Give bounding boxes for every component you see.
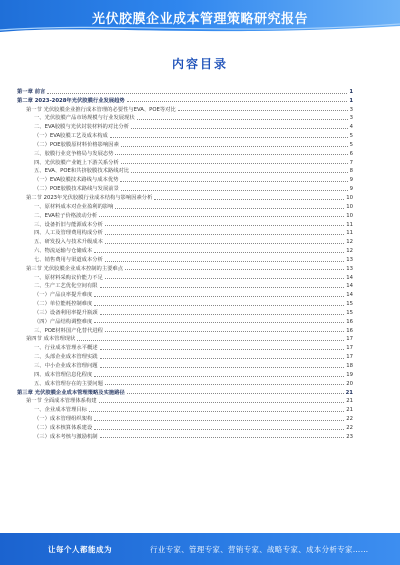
toc-entry[interactable] <box>17 422 353 431</box>
toc-dot-leader <box>110 137 348 138</box>
toc-dot-leader <box>99 216 344 217</box>
toc-dot-leader <box>94 420 344 421</box>
toc-entry-label: （一）EVA胶膜工艺及成本构成 <box>34 133 108 140</box>
toc-entry-label: 第四节 成本管理现状 <box>26 336 76 343</box>
toc-entry-page-number: 9 <box>349 186 353 193</box>
toc-entry[interactable] <box>17 157 353 166</box>
top-banner <box>0 0 400 32</box>
toc-entry-label: 四、人工及管理费用构成分析 <box>34 230 103 237</box>
toc-heading: 内容目录 <box>171 57 228 71</box>
toc-entry-label: 一、原材料成本对企业盈利的影响 <box>34 203 114 210</box>
toc-entry[interactable] <box>17 378 353 387</box>
toc-entry-page-number: 3 <box>349 115 353 122</box>
toc-entry-label: 第二章 2023-2028年光伏胶膜行业发展趋势 <box>17 97 125 104</box>
toc-entry[interactable] <box>17 413 353 422</box>
toc-dot-leader <box>131 172 348 173</box>
toc-entry-label: 二、EVA粒子价格波动分析 <box>34 212 98 219</box>
toc-entry[interactable] <box>17 183 353 192</box>
toc-dot-leader <box>94 429 344 430</box>
toc-entry[interactable] <box>17 334 353 343</box>
toc-entry[interactable] <box>17 228 353 237</box>
toc-entry-page-number: 22 <box>346 424 353 431</box>
toc-entry-page-number: 10 <box>346 194 353 201</box>
toc-entry-page-number: 20 <box>346 380 353 387</box>
toc-entry-page-number: 12 <box>346 239 353 246</box>
toc-entry-page-number: 19 <box>346 371 353 378</box>
toc-entry[interactable] <box>17 289 353 298</box>
toc-entry-label: （三）成本考核与激励机制 <box>34 433 98 440</box>
toc-dot-leader <box>100 437 345 438</box>
toc-entry-label: （一）EVA胶膜技术路线与成本优势 <box>34 177 119 184</box>
toc-dot-leader <box>94 322 344 323</box>
toc-entry[interactable] <box>17 369 353 378</box>
toc-dot-leader <box>105 278 344 279</box>
toc-entry-label: 三、胶膜行业竞争格局与发展态势 <box>34 150 114 157</box>
toc-entry-page-number: 6 <box>349 150 353 157</box>
toc-entry[interactable] <box>17 236 353 245</box>
toc-entry[interactable] <box>17 396 353 405</box>
toc-entry[interactable] <box>17 342 353 351</box>
toc-entry[interactable] <box>17 148 353 157</box>
footer-expert-list: 行业专家、管理专家、营销专家、战略专家、成本分析专家…… <box>150 545 369 554</box>
toc-entry-label: 第一节 全面成本管理体系构建 <box>26 398 97 405</box>
toc-entry[interactable] <box>17 263 353 272</box>
toc-entry-label: 二、EVA胶膜与光伏封装材料的对比分析 <box>34 124 130 131</box>
toc-entry-label: 七、销售费用与渠道成本分析 <box>34 256 103 263</box>
toc-dot-leader <box>115 154 347 155</box>
toc-entry[interactable] <box>17 104 353 113</box>
toc-dot-leader <box>94 376 344 377</box>
toc-dot-leader <box>125 269 344 270</box>
toc-entry[interactable] <box>17 219 353 228</box>
toc-entry-label: 四、光伏胶膜产业链上下游关系分析 <box>34 159 119 166</box>
toc-dot-leader <box>89 411 344 412</box>
toc-dot-leader <box>100 367 345 368</box>
toc-dot-leader <box>94 305 344 306</box>
toc-entry-label: 六、物流运输与仓储成本 <box>34 248 93 255</box>
toc-entry-page-number: 14 <box>346 283 353 290</box>
toc-entry-page-number: 1 <box>349 97 353 104</box>
toc-dot-leader <box>154 199 344 200</box>
toc-entry-label: （二）单位能耗控制难度 <box>34 301 93 308</box>
toc-entry-page-number: 14 <box>346 274 353 281</box>
document-title: 光伏胶膜企业成本管理策略研究报告 <box>91 12 308 27</box>
toc-dot-leader <box>94 296 344 297</box>
toc-entry-label: 一、光伏胶膜产品市场规模与行业发展现状 <box>34 115 135 122</box>
toc-dot-leader <box>105 384 344 385</box>
toc-entry-label: 三、中小企业成本管理问题 <box>34 363 98 369</box>
toc-dot-leader <box>99 402 345 403</box>
toc-entry-label: （三）设备利用率提升瓶颈 <box>34 309 98 316</box>
toc-entry-label: 二、头部企业成本管理实践 <box>34 354 98 361</box>
toc-entry[interactable] <box>17 272 353 281</box>
toc-entry[interactable] <box>17 307 353 316</box>
toc-dot-leader <box>105 261 344 262</box>
footer-bar <box>0 533 400 565</box>
toc-entry-page-number: 21 <box>345 389 353 396</box>
toc-entry[interactable] <box>17 360 353 369</box>
toc-entry-page-number: 17 <box>346 354 353 361</box>
toc-dot-leader <box>105 225 344 226</box>
toc-dot-leader <box>100 349 345 350</box>
toc-dot-leader <box>100 358 345 359</box>
toc-entry-label: 三、POE材料国产化替代进程 <box>34 327 103 334</box>
toc-entry[interactable] <box>17 95 353 104</box>
footer-slogan: 让每个人都能成为 <box>48 545 112 554</box>
toc-entry-page-number: 23 <box>346 433 353 440</box>
toc-entry[interactable] <box>17 431 353 440</box>
toc-entry[interactable] <box>17 130 353 139</box>
toc-entry[interactable] <box>17 86 353 95</box>
toc-dot-leader <box>47 93 347 94</box>
toc-entry-label: （一）产品良率提升难度 <box>34 292 93 299</box>
toc-entry-page-number: 17 <box>346 345 353 352</box>
toc-dot-leader <box>121 163 348 164</box>
toc-entry-page-number: 21 <box>346 407 353 414</box>
toc-entry-page-number: 4 <box>349 124 353 131</box>
toc-entry-label: 三、设备折旧与能源成本分析 <box>34 221 103 228</box>
table-of-contents <box>17 86 353 440</box>
toc-entry-page-number: 16 <box>346 318 353 325</box>
toc-entry-label: 五、成本管理存在的主要问题 <box>34 380 103 387</box>
toc-dot-leader <box>105 234 344 235</box>
toc-dot-leader <box>77 340 344 341</box>
toc-dot-leader <box>94 252 344 253</box>
toc-dot-leader <box>105 331 344 332</box>
toc-entry-page-number: 22 <box>346 416 353 423</box>
toc-entry[interactable] <box>17 245 353 254</box>
toc-entry[interactable] <box>17 298 353 307</box>
toc-entry-label: 五、EVA、POE和共挤胶膜技术路线对比 <box>34 168 130 175</box>
toc-entry-page-number: 17 <box>346 336 353 343</box>
toc-dot-leader <box>105 243 344 244</box>
toc-entry-page-number: 10 <box>346 212 353 219</box>
toc-entry[interactable] <box>17 404 353 413</box>
toc-entry-page-number: 13 <box>346 256 353 263</box>
toc-entry-page-number: 10 <box>346 203 353 210</box>
toc-entry[interactable] <box>17 192 353 201</box>
toc-entry[interactable] <box>17 113 353 122</box>
toc-entry-label: （二）POE胶膜原材料价格影响因素 <box>34 141 119 148</box>
toc-entry-page-number: 13 <box>346 265 353 272</box>
toc-entry-page-number: 16 <box>346 327 353 334</box>
toc-entry-page-number: 5 <box>349 133 353 140</box>
toc-entry-page-number: 7 <box>349 159 353 166</box>
toc-entry-label: 第一章 前言 <box>17 88 46 95</box>
toc-entry-page-number: 8 <box>349 168 353 175</box>
toc-entry-page-number: 21 <box>346 398 353 405</box>
toc-entry-page-number: 15 <box>346 309 353 316</box>
toc-entry-page-number: 18 <box>346 363 353 369</box>
toc-entry-label: 第三章 光伏胶膜企业成本管理策略及实施路径 <box>17 389 125 396</box>
toc-dot-leader <box>137 119 348 120</box>
toc-dot-leader <box>100 314 345 315</box>
toc-entry[interactable] <box>17 325 353 334</box>
toc-entry-page-number: 3 <box>349 106 353 113</box>
toc-entry-label: （一）成本管理组织架构 <box>34 416 93 423</box>
toc-entry-label: 第三节 光伏胶膜企业成本控制的主要难点 <box>26 265 124 272</box>
toc-entry-label: 第一节 光伏胶膜企业推行成本管理的必要性与EVA、POE等对比 <box>26 106 176 113</box>
toc-dot-leader <box>100 287 345 288</box>
toc-entry-label: （四）产品结构调整难度 <box>34 318 93 325</box>
toc-entry[interactable] <box>17 281 353 290</box>
toc-entry[interactable] <box>17 351 353 360</box>
toc-entry-page-number: 14 <box>346 292 353 299</box>
toc-dot-leader <box>127 101 348 102</box>
toc-entry-page-number: 15 <box>346 301 353 308</box>
toc-entry-label: 四、成本管理信息化程度 <box>34 371 93 378</box>
toc-entry-label: 一、行业成本管理水平概述 <box>34 345 98 352</box>
toc-entry[interactable] <box>17 166 353 175</box>
toc-dot-leader <box>178 110 348 111</box>
toc-entry-label: 一、原材料采购议价能力不足 <box>34 274 103 281</box>
toc-entry-page-number: 11 <box>346 230 353 237</box>
toc-entry[interactable] <box>17 139 353 148</box>
toc-dot-leader <box>120 181 347 182</box>
toc-entry[interactable] <box>17 387 353 396</box>
toc-entry[interactable] <box>17 174 353 183</box>
toc-dot-leader <box>131 128 348 129</box>
toc-entry-page-number: 1 <box>349 88 353 95</box>
toc-entry[interactable] <box>17 254 353 263</box>
toc-entry-page-number: 9 <box>349 177 353 184</box>
toc-entry[interactable] <box>17 210 353 219</box>
toc-entry-page-number: 12 <box>346 248 353 255</box>
toc-dot-leader <box>121 190 348 191</box>
toc-entry[interactable] <box>17 316 353 325</box>
toc-dot-leader <box>115 208 344 209</box>
toc-entry-label: 一、企业成本管理目标 <box>34 407 87 414</box>
toc-entry-label: 五、研发投入与技术升级成本 <box>34 239 103 246</box>
toc-entry-page-number: 11 <box>346 221 353 228</box>
toc-entry-page-number: 5 <box>349 141 353 148</box>
toc-entry[interactable] <box>17 201 353 210</box>
toc-entry[interactable] <box>17 121 353 130</box>
toc-entry-label: 第二节 2023年光伏胶膜行业成本结构与影响因素分析 <box>26 194 153 201</box>
toc-entry-label: （二）POE胶膜技术路线与发展前景 <box>34 186 119 193</box>
toc-entry-label: （二）成本核算体系建设 <box>34 424 93 431</box>
toc-dot-leader <box>121 146 348 147</box>
toc-entry-label: 二、生产工艺优化空间有限 <box>34 283 98 290</box>
toc-dot-leader <box>127 393 344 394</box>
